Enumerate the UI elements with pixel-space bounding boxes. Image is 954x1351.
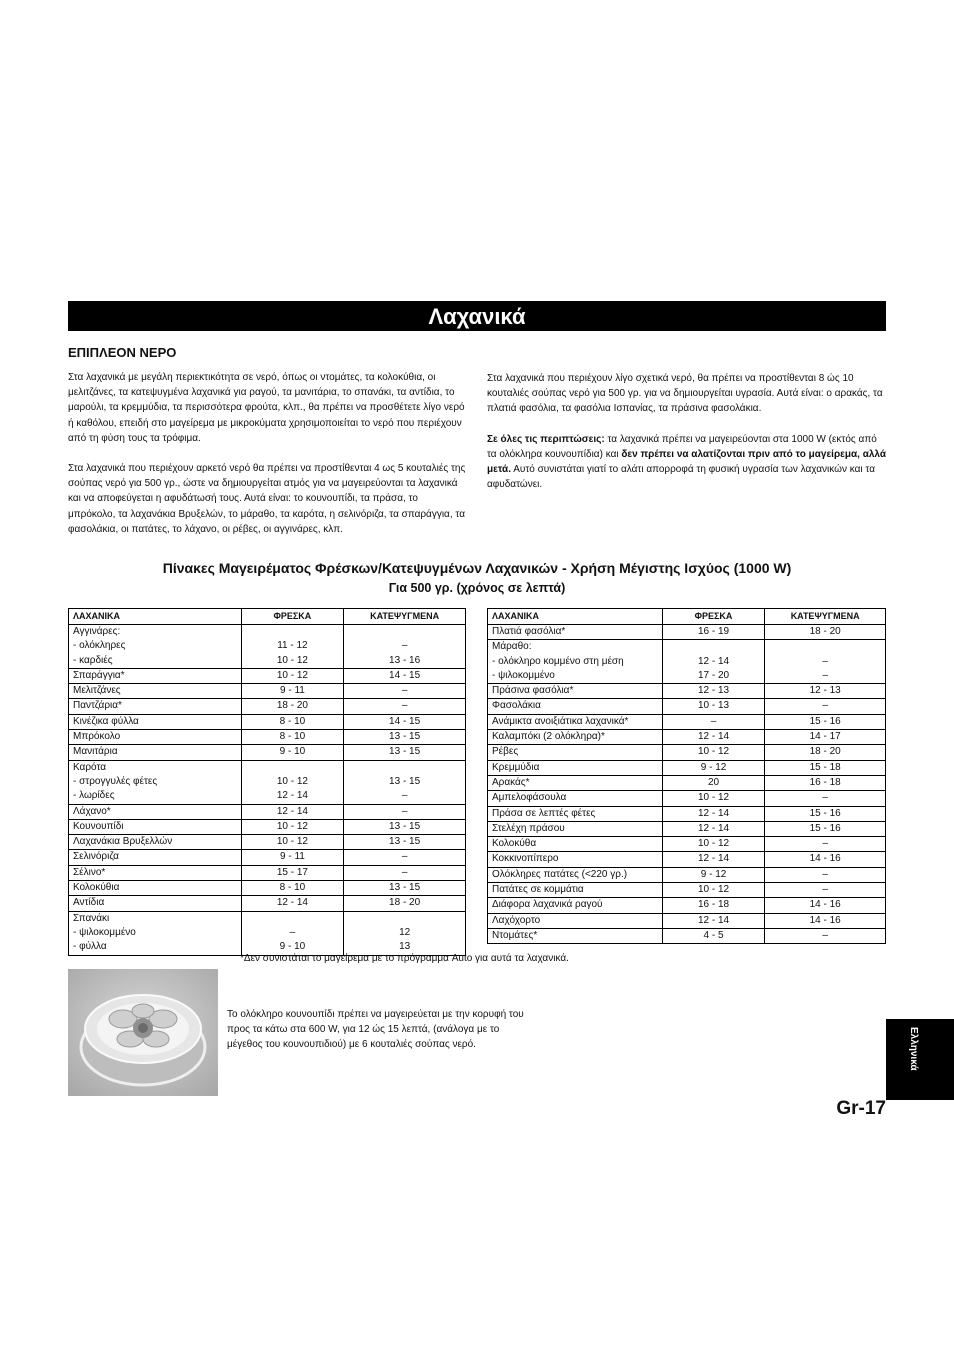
frozen-time: – <box>344 865 466 880</box>
table-row <box>69 730 466 745</box>
fresh-time: 16 - 19 <box>662 625 765 640</box>
table-row <box>488 821 886 836</box>
fresh-time: 12 - 14 <box>241 804 344 819</box>
table-row <box>69 881 466 896</box>
vegetable-name: Αγγινάρες: <box>69 625 242 640</box>
frozen-time: – <box>765 669 886 684</box>
vegetable-name: Αντίδια <box>69 896 242 911</box>
frozen-time <box>344 625 466 640</box>
page-number: Gr-17 <box>836 1098 886 1119</box>
table-row <box>488 640 886 655</box>
frozen-time: – <box>765 883 886 898</box>
header-fresh: ΦΡΕΣΚΑ <box>662 609 765 625</box>
language-tab-label: Ελληνικά <box>908 1027 919 1071</box>
frozen-time: – <box>344 789 466 804</box>
vegetable-name: Αμπελοφάσουλα <box>488 791 663 806</box>
vegetable-name: Λαχόχορτο <box>488 913 663 928</box>
vegetable-name: Στελέχη πράσου <box>488 821 663 836</box>
fresh-time: 12 - 14 <box>662 730 765 745</box>
frozen-time: 12 <box>344 926 466 940</box>
frozen-time: 13 - 15 <box>344 730 466 745</box>
frozen-time: – <box>344 804 466 819</box>
fresh-time: 12 - 14 <box>662 655 765 669</box>
frozen-time: 18 - 20 <box>765 625 886 640</box>
table-row <box>488 714 886 729</box>
fresh-time: 12 - 14 <box>662 913 765 928</box>
frozen-time: – <box>765 867 886 882</box>
fresh-time <box>241 625 344 640</box>
fresh-time: 11 - 12 <box>241 639 344 653</box>
fresh-time: 9 - 10 <box>241 745 344 760</box>
vegetable-name: Σέλινο* <box>69 865 242 880</box>
right-text-column <box>487 371 886 507</box>
frozen-time: – <box>765 699 886 714</box>
fresh-time: 12 - 14 <box>662 852 765 867</box>
table-row <box>488 684 886 699</box>
frozen-time: 15 - 16 <box>765 821 886 836</box>
left-text-column <box>68 370 466 552</box>
table-row <box>69 804 466 819</box>
table-header-row <box>488 609 886 625</box>
frozen-time: 14 - 16 <box>765 852 886 867</box>
vegetable-name: Κολοκύθια <box>69 881 242 896</box>
vegetable-name: Πράσινα φασόλια* <box>488 684 663 699</box>
table-row <box>488 913 886 928</box>
table-row <box>69 714 466 729</box>
frozen-time <box>344 911 466 926</box>
vegetable-name: Κρεμμύδια <box>488 760 663 775</box>
vegetable-name: Μανιτάρια <box>69 745 242 760</box>
cooking-table-subtitle: Για 500 γρ. (χρόνος σε λεπτά) <box>388 581 566 595</box>
vegetable-name: Κινέζικα φύλλα <box>69 714 242 729</box>
table-row <box>69 654 466 669</box>
table-row <box>69 896 466 911</box>
all-cases-label: Σε όλες τις περιπτώσεις: <box>487 433 605 445</box>
table-row <box>69 850 466 865</box>
vegetable-name: Σπανάκι <box>69 911 242 926</box>
frozen-time: – <box>344 850 466 865</box>
frozen-time: 15 - 16 <box>765 806 886 821</box>
vegetable-name: Καρότα <box>69 760 242 775</box>
fresh-time: 10 - 13 <box>662 699 765 714</box>
cooking-table-title: Πίνακες Μαγειρέματος Φρέσκων/Κατεψυγμένων Λαχανικών - Χρήση Μέγιστης Ισχύος (1000 W) <box>162 560 792 576</box>
vegetable-name: - ολόκληρες <box>69 639 242 653</box>
frozen-time: 18 - 20 <box>344 896 466 911</box>
vegetable-name: - καρδιές <box>69 654 242 669</box>
vegetable-name: Μελιτζάνες <box>69 684 242 699</box>
vegetable-name: Μπρόκολο <box>69 730 242 745</box>
language-tab <box>886 1019 954 1100</box>
fresh-time: 9 - 11 <box>241 850 344 865</box>
cauliflower-photo <box>68 969 218 1096</box>
paragraph-medium-water: Στα λαχανικά που περιέχουν αρκετό νερό θα πρέπει να προστίθενται 4 ως 5 κουταλιές της σούπας νερό για 500 γρ., ώστε να δημιουργείται ατμός για να μαγειρεύονται τα λαχανικά και να αποφεύγεται η αφυδάτωσή τους. Αυτά είναι: το κουνουπίδι, τα πράσα, το μπρόκολο, τα λαχανάκια Βρυξελών, το μάραθο, τα καρότα, η σελινόριζα, τα σπαράγγια, τα φασολάκια, οι πατάτες, το λάχανο, οι ρέβες, οι αγγινάρες, κλπ. <box>68 463 466 535</box>
paragraph-high-water: Στα λαχανικά με μεγάλη περιεκτικότητα σε νερό, όπως οι ντομάτες, τα κολοκύθια, οι μελιτζάνες, τα κατεψυγμένα λαχανικά για ραγού, τα μανιτάρια, το σπανάκι, τα αντίδια, το μαρούλι, τα κρεμμύδια, τα περισσότερα φρούτα, κλπ., θα πρέπει να προσθέτετε λίγο νερό ή καθόλου, επειδή στο μαγείρεμα με μικροκύματα χρησιμοποιείται το νερό που περιέχουν από τη φύση τους τα τρόφιμα. <box>68 372 465 444</box>
frozen-time: – <box>344 639 466 653</box>
frozen-time: – <box>765 928 886 943</box>
frozen-time: 13 - 15 <box>344 835 466 850</box>
table-row <box>488 852 886 867</box>
table-row <box>488 775 886 790</box>
frozen-time: 14 - 17 <box>765 730 886 745</box>
fresh-time <box>662 640 765 655</box>
fresh-time: 10 - 12 <box>662 745 765 760</box>
fresh-time: 12 - 14 <box>662 806 765 821</box>
table-row <box>69 668 466 683</box>
vegetable-name: Πλατιά φασόλια* <box>488 625 663 640</box>
extra-water-heading: ΕΠΙΠΛΕΟΝ ΝΕΡΟ <box>68 345 177 360</box>
table-header-row <box>69 609 466 625</box>
fresh-time <box>241 911 344 926</box>
cooking-table-right <box>487 608 886 944</box>
fresh-time: 4 - 5 <box>662 928 765 943</box>
fresh-time: 9 - 10 <box>241 940 344 955</box>
table-row <box>69 926 466 940</box>
table-row <box>69 775 466 789</box>
table-row <box>488 837 886 852</box>
table-row <box>69 684 466 699</box>
table-row <box>488 730 886 745</box>
frozen-time: 14 - 16 <box>765 898 886 913</box>
fresh-time: 8 - 10 <box>241 714 344 729</box>
fresh-time: 12 - 13 <box>662 684 765 699</box>
vegetable-name: Πράσα σε λεπτές φέτες <box>488 806 663 821</box>
vegetable-name: Διάφορα λαχανικά ραγού <box>488 898 663 913</box>
fresh-time: – <box>662 714 765 729</box>
frozen-time: 15 - 18 <box>765 760 886 775</box>
fresh-time: 10 - 12 <box>662 837 765 852</box>
fresh-time: 20 <box>662 775 765 790</box>
vegetable-name: Παντζάρια* <box>69 699 242 714</box>
fresh-time <box>241 760 344 775</box>
fresh-time: 10 - 12 <box>241 775 344 789</box>
vegetable-name: Καλαμπόκι (2 ολόκληρα)* <box>488 730 663 745</box>
paragraph-low-water: Στα λαχανικά που περιέχουν λίγο σχετικά νερό, θα πρέπει να προστίθενται 8 ώς 10 κουταλιές σούπας νερό για 500 γρ. για να δημιουργείται υγρασία. Αυτά είναι: ο αρακάς, τα πλατιά φασόλια, τα φασόλια Ισπανίας, τα πράσινα φασολάκια. <box>487 373 883 415</box>
table-row <box>69 745 466 760</box>
no-salt-warning: δεν πρέπει να αλατίζονται πριν από το μαγείρεμα, αλλά μετά. <box>487 448 887 476</box>
frozen-time: 18 - 20 <box>765 745 886 760</box>
fresh-time: 12 - 14 <box>241 789 344 804</box>
fresh-time: 10 - 12 <box>241 654 344 669</box>
fresh-time: – <box>241 926 344 940</box>
fresh-time: 10 - 12 <box>241 668 344 683</box>
cauliflower-bowl-image <box>68 969 218 1096</box>
table-row <box>488 625 886 640</box>
vegetable-name: - ολόκληρο κομμένο στη μέση <box>488 655 663 669</box>
frozen-time: 14 - 15 <box>344 668 466 683</box>
vegetable-name: - ψιλοκομμένο <box>488 669 663 684</box>
fresh-time: 10 - 12 <box>662 791 765 806</box>
vegetable-name: - ψιλοκομμένο <box>69 926 242 940</box>
vegetable-name: - φύλλα <box>69 940 242 955</box>
vegetable-name: Πατάτες σε κομμάτια <box>488 883 663 898</box>
header-frozen: ΚΑΤΕΨΥΓΜΕΝΑ <box>344 609 466 625</box>
fresh-time: 8 - 10 <box>241 881 344 896</box>
table-row <box>488 806 886 821</box>
frozen-time: 13 - 15 <box>344 745 466 760</box>
vegetable-name: Αρακάς* <box>488 775 663 790</box>
frozen-time: 14 - 16 <box>765 913 886 928</box>
table-row <box>69 625 466 640</box>
vegetable-name: Φασολάκια <box>488 699 663 714</box>
table-row <box>69 835 466 850</box>
table-row <box>488 699 886 714</box>
vegetable-name: Ανάμικτα ανοιξιάτικα λαχανικά* <box>488 714 663 729</box>
vegetable-name: Ολόκληρες πατάτες (<220 γρ.) <box>488 867 663 882</box>
fresh-time: 8 - 10 <box>241 730 344 745</box>
table-row <box>488 760 886 775</box>
frozen-time: – <box>765 791 886 806</box>
fresh-time: 9 - 12 <box>662 760 765 775</box>
section-title-banner: Λαχανικά <box>68 301 886 331</box>
all-cases-text-2: Αυτό συνιστάται γιατί το αλάτι απορροφά τη φυσική υγρασία των λαχανικών και τα αφυδατώνει. <box>487 464 875 491</box>
frozen-time: 13 <box>344 940 466 955</box>
vegetable-name: Κουνουπίδι <box>69 819 242 834</box>
fresh-time: 12 - 14 <box>241 896 344 911</box>
frozen-time: 16 - 18 <box>765 775 886 790</box>
frozen-time: 12 - 13 <box>765 684 886 699</box>
fresh-time: 15 - 17 <box>241 865 344 880</box>
vegetable-name: - λωρίδες <box>69 789 242 804</box>
vegetable-name: Μάραθο: <box>488 640 663 655</box>
frozen-time: 13 - 15 <box>344 819 466 834</box>
paragraph-all-cases <box>487 432 886 493</box>
table-row <box>69 639 466 653</box>
fresh-time: 16 - 18 <box>662 898 765 913</box>
table-row <box>488 867 886 882</box>
frozen-time: – <box>344 699 466 714</box>
frozen-time: 13 - 15 <box>344 881 466 896</box>
fresh-time: 10 - 12 <box>662 883 765 898</box>
fresh-time: 10 - 12 <box>241 835 344 850</box>
fresh-time: 9 - 11 <box>241 684 344 699</box>
frozen-time: – <box>344 684 466 699</box>
vegetable-name: Ντομάτες* <box>488 928 663 943</box>
header-vegetables: ΛΑΧΑΝΙΚΑ <box>69 609 242 625</box>
table-row <box>69 911 466 926</box>
frozen-time: 15 - 16 <box>765 714 886 729</box>
table-row <box>69 865 466 880</box>
fresh-time: 10 - 12 <box>241 819 344 834</box>
header-fresh: ΦΡΕΣΚΑ <box>241 609 344 625</box>
table-row <box>488 928 886 943</box>
table-row <box>69 819 466 834</box>
table-row <box>488 883 886 898</box>
vegetable-name: Λαχανάκια Βρυξελλών <box>69 835 242 850</box>
frozen-time: 13 - 16 <box>344 654 466 669</box>
fresh-time: 9 - 12 <box>662 867 765 882</box>
frozen-time: – <box>765 837 886 852</box>
table-row <box>488 669 886 684</box>
frozen-time <box>765 640 886 655</box>
vegetable-name: Κολοκύθα <box>488 837 663 852</box>
vegetable-name: Κοκκινοπίπερο <box>488 852 663 867</box>
table-row <box>69 789 466 804</box>
table-row <box>488 655 886 669</box>
vegetable-name: - στρογγυλές φέτες <box>69 775 242 789</box>
cooking-table-left <box>68 608 466 956</box>
cauliflower-caption: Το ολόκληρο κουνουπίδι πρέπει να μαγειρεύεται με την κορυφή του προς τα κάτω στα 600 W, για 12 ώς 15 λεπτά, (ανάλογα με το μέγεθος του κουνουπιδιού) με 6 κουταλιές σούπας νερό. <box>227 1009 524 1051</box>
fresh-time: 12 - 14 <box>662 821 765 836</box>
frozen-time <box>344 760 466 775</box>
vegetable-name: Σελινόριζα <box>69 850 242 865</box>
table-row <box>488 745 886 760</box>
frozen-time: 13 - 15 <box>344 775 466 789</box>
all-cases-text-1: τα λαχανικά πρέπει να μαγειρεύονται στα 1000 W (εκτός από τα ολόκληρα κουνουπίδια) και <box>487 433 877 460</box>
fresh-time: 17 - 20 <box>662 669 765 684</box>
table-footnote: *Δεν συνιστάται το μαγείρεμα με το πρόγραμμα Auto για αυτά τα λαχανικά. <box>240 953 569 964</box>
header-frozen: ΚΑΤΕΨΥΓΜΕΝΑ <box>765 609 886 625</box>
frozen-time: – <box>765 655 886 669</box>
header-vegetables: ΛΑΧΑΝΙΚΑ <box>488 609 663 625</box>
table-row <box>488 898 886 913</box>
frozen-time: 14 - 15 <box>344 714 466 729</box>
vegetable-name: Σπαράγγια* <box>69 668 242 683</box>
fresh-time: 18 - 20 <box>241 699 344 714</box>
table-row <box>69 760 466 775</box>
table-row <box>488 791 886 806</box>
vegetable-name: Ρέβες <box>488 745 663 760</box>
table-row <box>69 699 466 714</box>
vegetable-name: Λάχανο* <box>69 804 242 819</box>
